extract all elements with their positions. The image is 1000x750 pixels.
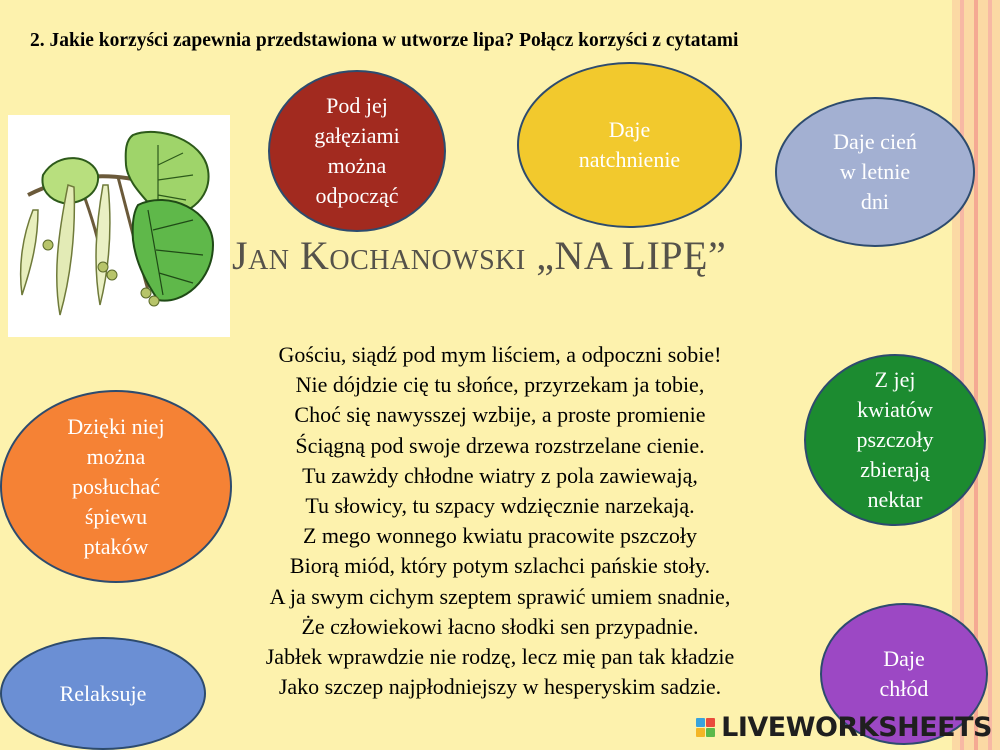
poem-line: Że człowiekowi łacno słodki sen przypadnie.: [301, 613, 699, 639]
poem-line: A ja swym cichym szeptem sprawić umiem snadnie,: [269, 583, 731, 609]
linden-branch-picture: [8, 115, 230, 337]
poem-work-name: „NA LIPĘ”: [536, 233, 727, 278]
answer-oval-label: Daje cień w letnie dni: [833, 129, 917, 214]
answer-oval-odpoczac[interactable]: [268, 70, 446, 232]
poem-line: Jabłek wprawdzie nie rodzę, lecz mię pan tak kładzie: [265, 644, 735, 670]
poem-line: Ściągną pod swoje drzewa rozstrzelane cienie.: [295, 432, 705, 458]
liveworksheets-logo-icon: [696, 718, 715, 737]
poem-line: Biorą miód, który potym szlachci pańskie stoły.: [289, 553, 711, 579]
answer-oval-relaksuje[interactable]: [0, 637, 206, 750]
poem-text: [180, 340, 820, 702]
answer-oval-pszczoly[interactable]: [804, 354, 986, 526]
answer-oval-label: Dzięki niej można posłuchać śpiewu ptaków: [67, 413, 165, 559]
answer-oval-label: Z jej kwiatów pszczoły zbierają nektar: [856, 367, 934, 512]
poem-line: Tu zawżdy chłodne wiatry z pola zawiewają,: [302, 462, 698, 488]
answer-oval-label: Daje natchnienie: [578, 117, 681, 172]
poem-line: Tu słowicy, tu szpacy wdzięcznie narzekają.: [305, 493, 695, 519]
poem-line: Choć się nawysszej wzbije, a proste promienie: [294, 402, 706, 428]
poem-line: Jako szczep najpłodniejszy w hesperyskim sadzie.: [278, 674, 722, 700]
liveworksheets-logo-text: LIVEWORKSHEETS: [721, 711, 992, 743]
poem-title: [232, 232, 852, 279]
answer-oval-label: Daje chłód: [879, 646, 929, 701]
linden-branch-icon: [8, 115, 230, 337]
question-heading: 2. Jakie korzyści zapewnia przedstawiona w utworze lipa? Połącz korzyści z cytatami: [30, 30, 739, 51]
answer-oval-cien[interactable]: [775, 97, 975, 247]
answer-oval-label: Pod jej gałęziami można odpocząć: [314, 93, 400, 208]
answer-oval-natchnienie[interactable]: [517, 62, 742, 228]
answer-oval-label: Relaksuje: [59, 680, 147, 706]
liveworksheets-logo: [696, 710, 992, 744]
poem-line: Gościu, siądź pod mym liściem, a odpoczni sobie!: [278, 342, 722, 367]
poem-line: Nie dójdzie cię tu słońce, przyrzekam ja tobie,: [295, 372, 705, 398]
poem-author: Jan Kochanowski: [232, 233, 526, 278]
poem-line: Z mego wonnego kwiatu pracowite pszczoły: [302, 523, 698, 549]
